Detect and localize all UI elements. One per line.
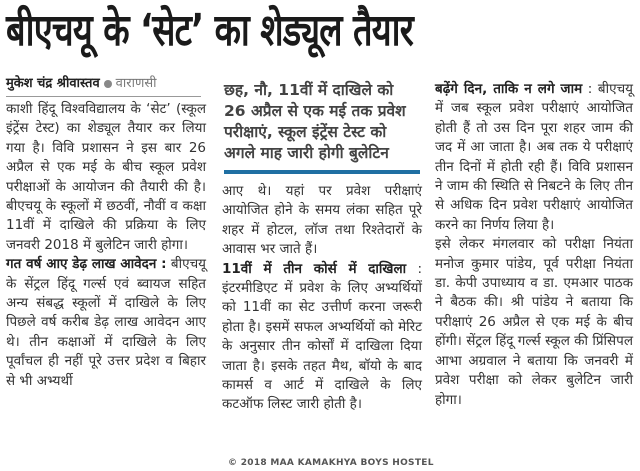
section-lead: गत वर्ष आए डेढ़ लाख आवेदन : [6,256,167,273]
section-lead: बढ़ेंगे दिन, ताकि न लगे जाम [435,81,583,97]
headline: बीएचयू के ‘सेट’ का शेड्यूल तैयार [6,5,414,56]
section-body: बीएचयू के सेंट्रल हिंदू गर्ल्स एवं ब्वायज सहित अन्य संबद्ध स्कूलों में दाखिले के लिए पिछले वर्ष करीब डेढ़ लाख आवेदन आए थे। तीन कक्षाओं में दाखिले के लिए पूर्वांचल ही नहीं पूरे उत्तर प्रदेश व बिहार से भी अभ्यर्थी [6,256,206,389]
article-column-3 [435,80,633,410]
section-paragraph [222,260,422,415]
article-column-2 [222,182,422,415]
section-paragraph [435,80,633,235]
section-paragraph [6,255,206,391]
subheadline: छह, नौ, 11वीं में दाखिले को 26 अप्रैल से एक मई तक प्रवेश परीक्षाएं, स्कूल इंट्रेंस टेस्ट को अगले माह जारी होगी बुलेटिन [224,81,406,162]
section-body: : बीएचयू में जब स्कूल प्रवेश परीक्षाएं आयोजित होती हैं तो उस दिन पूरा शहर जाम की जद में आ जाता है। अब तक ये परीक्षाएं तीन दिनों में होती रही हैं। विवि प्रशासन ने जाम की स्थिति से निबटने के लिए तीन से अधिक दिन प्रवेश परीक्षाएं आयोजित करने का निर्णय लिया है। [435,81,633,233]
byline [6,76,201,97]
bullet-dot-icon [104,80,112,88]
paragraph-2: इसे लेकर मंगलवार को परीक्षा नियंता मनोज कुमार पांडेय, पूर्व परीक्षा नियंता डा. केपी उपाध्याय व डा. एमआर पाठक ने बैठक की। श्री पांडेय ने बताया कि परीक्षाएं 26 अप्रैल से एक मई के बीच होंगी। सेंट्रल हिंदू गर्ल्स स्कूल की प्रिंसिपल आभा अग्रवाल ने बताया कि जनवरी में प्रवेश परीक्षा को लेकर बुलेटिन जारी होगा। [435,236,633,408]
article-column-1 [6,100,206,391]
continuation-paragraph: आए थे। यहां पर प्रवेश परीक्षाएं आयोजित होने के समय लंका सहित पूरे शहर में होटल, लॉज तथा रिश्तेदारों के आवास भर जाते हैं। [222,183,422,258]
intro-paragraph: काशी हिंदू विश्वविद्यालय के ‘सेट’ (स्कूल इंट्रेंस टेस्ट) का शेड्यूल तैयार कर लिया गया है। विवि प्रशासन ने इस बार 26 अप्रैल से एक मई के बीच स्कूल प्रवेश परीक्षाओं के आयोजन की तैयारी की है। बीएचयू के स्कूलों में छठवीं, नौवीं व कक्षा 11वीं में दाखिले की प्रक्रिया के लिए जनवरी 2018 में बुलेटिन जारी होगा। [6,101,206,253]
author-name: मुकेश चंद्र श्रीवास्तव [6,76,100,91]
dateline-place: वाराणसी [115,76,157,91]
subheadline-rule [224,170,420,174]
copyright-footer: © 2018 MAA KAMAKHYA BOYS HOSTEL [228,458,434,468]
section-lead: 11वीं में तीन कोर्स में दाखिला [222,260,407,277]
section-body: : इंटरमीडिएट में प्रवेश के लिए अभ्यर्थियों को 11वीं का सेट उत्तीर्ण करना जरूरी होता है। इसमें सफल अभ्यर्थियों को मेरिट के अनुसार तीन कोर्सों में दाखिला दिया जाता है। इसके तहत मैथ, बॉयो के बाद कामर्स व आर्ट में दाखिले के लिए कटऑफ लिस्ट जारी होती है। [222,260,422,413]
